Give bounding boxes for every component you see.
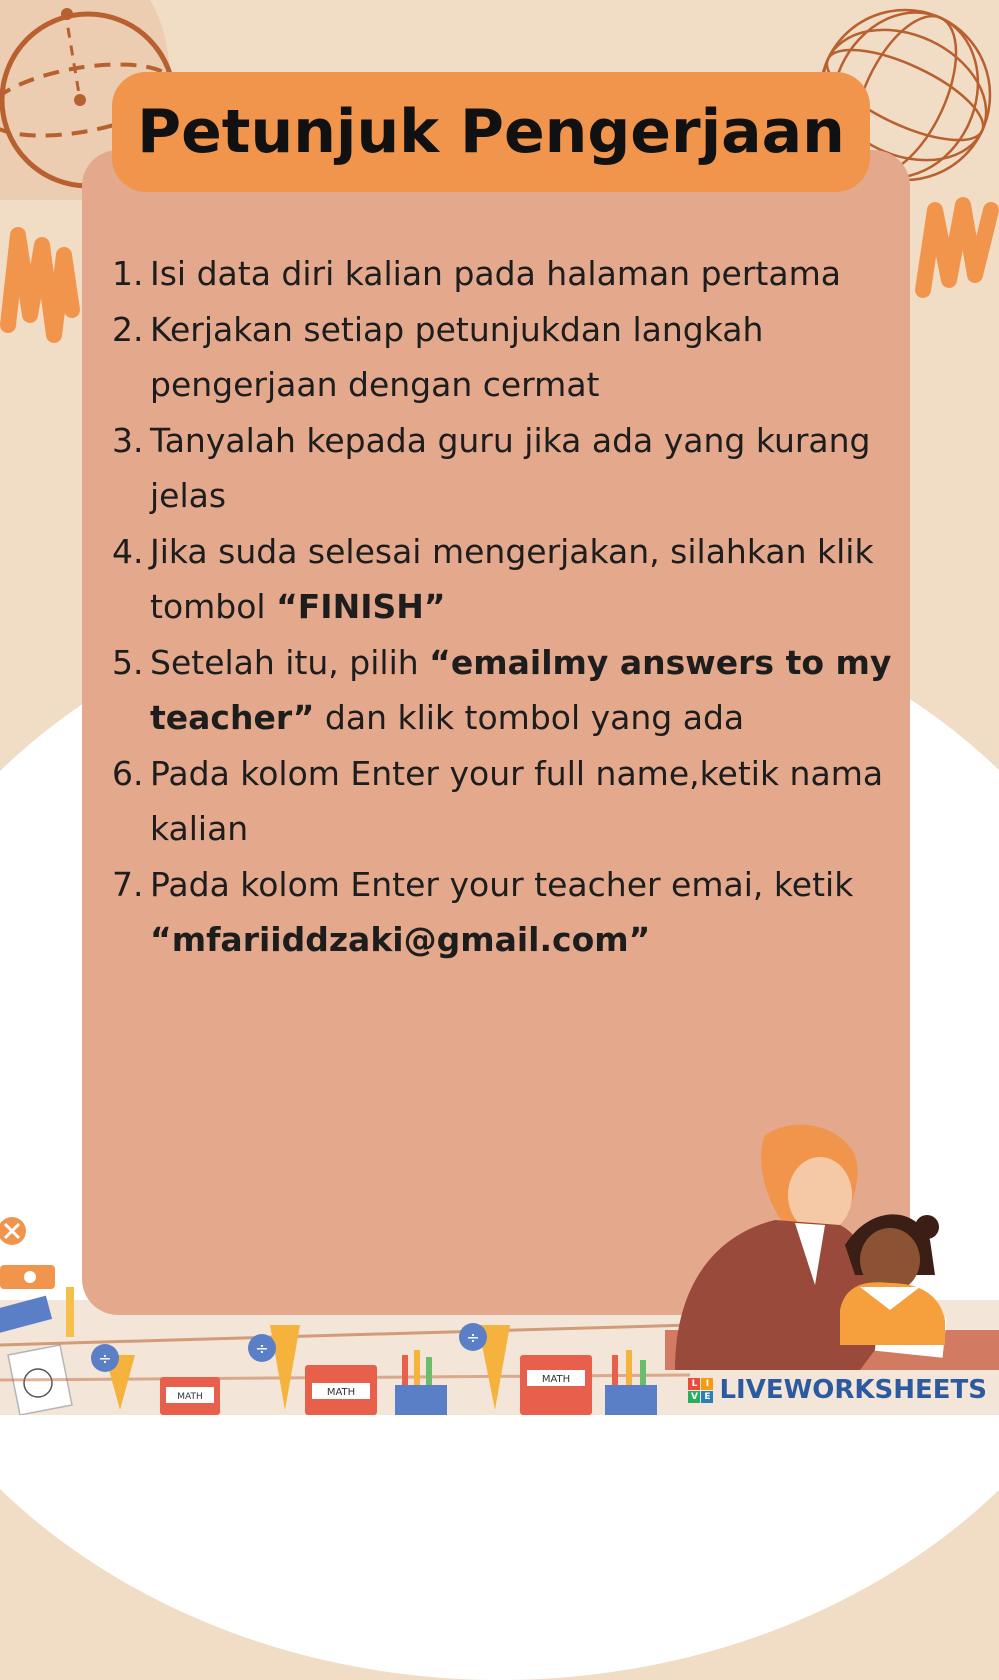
instruction-emphasis: “FINISH”: [276, 587, 446, 626]
instruction-text: [150, 246, 902, 302]
svg-text:÷: ÷: [466, 1328, 480, 1347]
svg-text:÷: ÷: [98, 1349, 112, 1368]
instruction-number: 2.: [112, 309, 144, 349]
instruction-number: 5.: [112, 642, 144, 682]
instruction-item: [112, 635, 902, 746]
instruction-text: [150, 524, 902, 635]
instruction-fragment: Setelah itu, pilih: [150, 642, 430, 682]
instruction-fragment: Tanyalah kepada guru jika ada yang kurang jelas: [150, 420, 871, 515]
instruction-fragment: Pada kolom Enter your full name,ketik nama kalian: [150, 753, 884, 848]
instruction-emphasis: “emailmy answers to my teacher”: [150, 642, 892, 737]
instruction-item: [112, 246, 902, 302]
instruction-item: [112, 413, 902, 524]
watermark-text: LIVEWORKSHEETS: [719, 1375, 987, 1405]
math-book-label: MATH: [326, 1387, 356, 1398]
instruction-text: [150, 413, 902, 524]
zigzag-scribble-icon: [905, 190, 999, 310]
instruction-fragment: Kerjakan setiap petunjukdan langkah pengerjaan dengan cermat: [150, 309, 764, 404]
instruction-list: [112, 246, 902, 968]
instruction-fragment: Pada kolom Enter your teacher emai, ketik: [150, 864, 854, 904]
instruction-text: [150, 857, 902, 968]
math-book-label: MATH: [177, 1392, 203, 1402]
zigzag-scribble-icon: [0, 215, 85, 360]
instruction-text: [150, 746, 902, 857]
instruction-emphasis: “mfariiddzaki@gmail.com”: [150, 920, 651, 959]
instruction-number: 4.: [112, 531, 144, 571]
instruction-number: 7.: [112, 864, 144, 904]
liveworksheets-logo-icon: L I V E: [688, 1378, 713, 1403]
teacher-student-illustration: [665, 1115, 999, 1370]
svg-text:÷: ÷: [255, 1339, 269, 1358]
liveworksheets-watermark: [688, 1372, 987, 1408]
instruction-text: [150, 635, 902, 746]
instruction-number: 1.: [112, 254, 144, 293]
instruction-item: [112, 746, 902, 857]
math-supplies-illustration: [0, 1205, 690, 1415]
instruction-item: [112, 524, 902, 635]
page-title: Petunjuk Pengerjaan: [137, 97, 845, 167]
math-book-label: MATH: [541, 1374, 571, 1385]
instruction-fragment: Isi data diri kalian pada halaman pertama: [150, 254, 841, 293]
instruction-text: [150, 302, 902, 413]
instruction-fragment: Jika suda selesai mengerjakan, silahkan klik tombol: [150, 531, 874, 626]
instruction-fragment: dan klik tombol yang ada: [314, 698, 745, 737]
instruction-item: [112, 302, 902, 413]
instruction-item: [112, 857, 902, 968]
instruction-number: 3.: [112, 420, 144, 460]
instruction-number: 6.: [112, 753, 144, 793]
